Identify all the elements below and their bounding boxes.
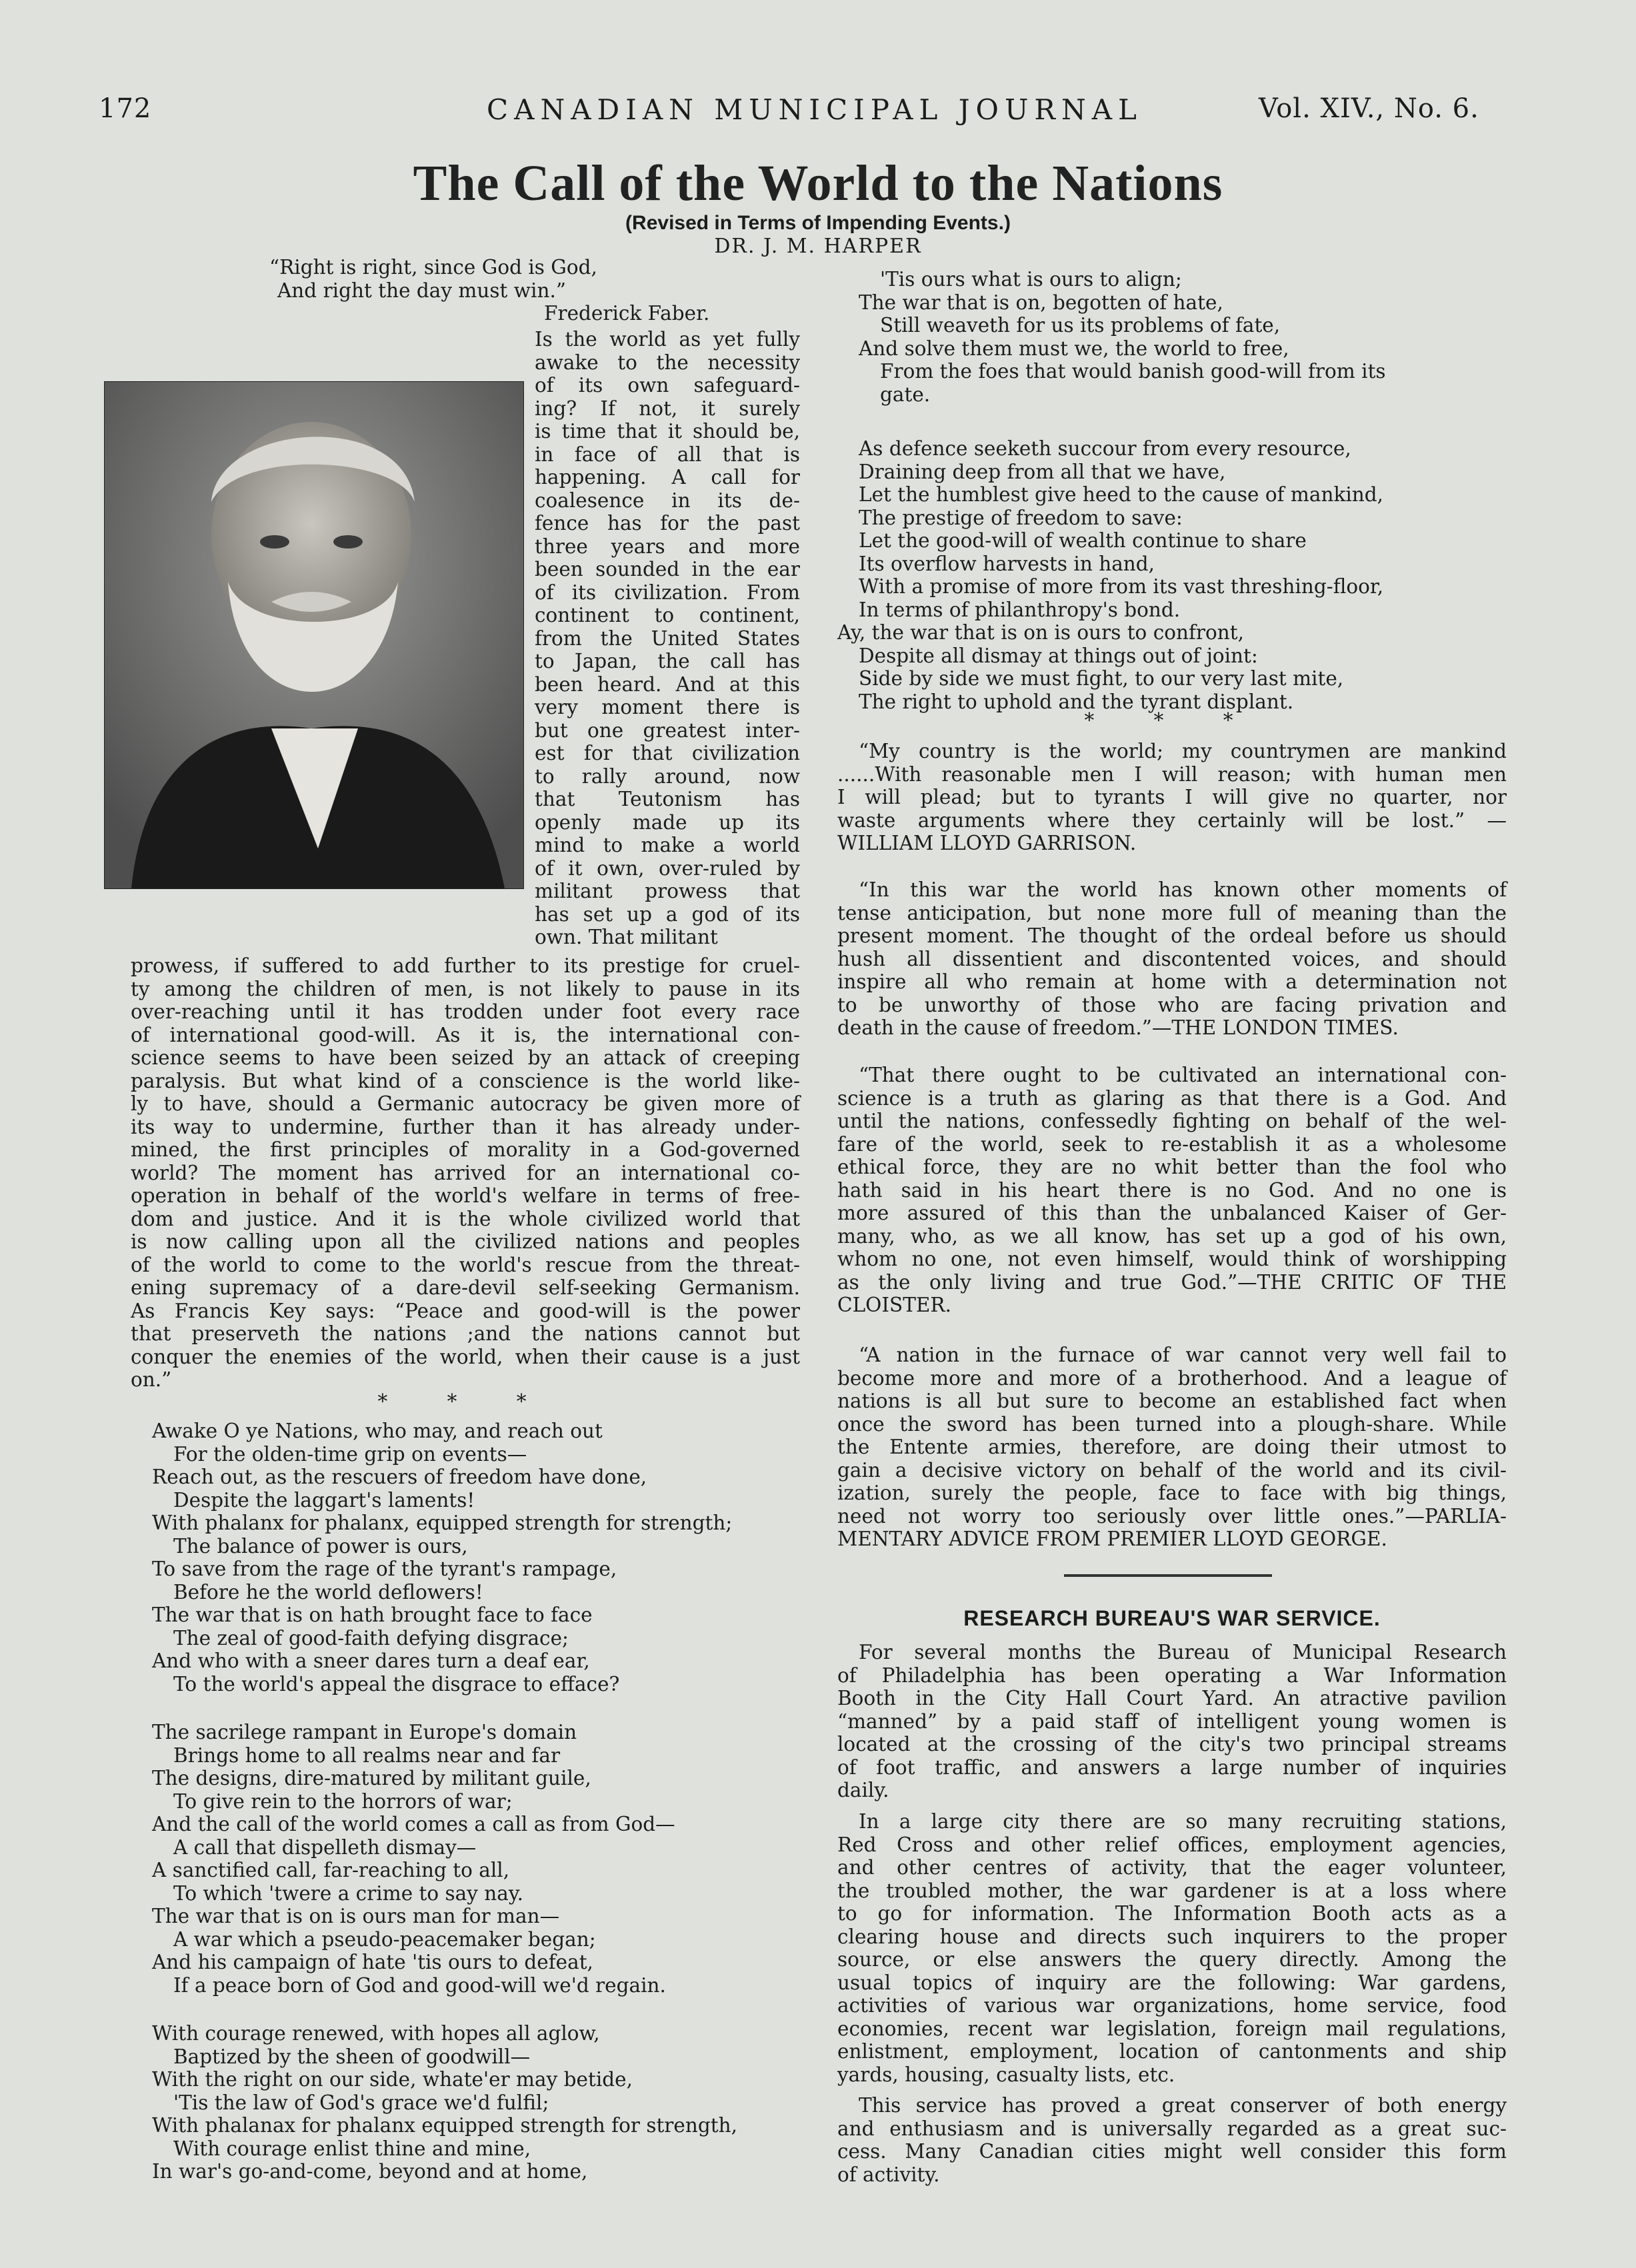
poem-line: The designs, dire-matured by militant guile, (152, 1767, 591, 1789)
article-subtitle: (Revised in Terms of Impending Events.) (625, 212, 1011, 234)
body-line: of international good-will. As it is, the international con- (131, 1023, 800, 1046)
intro-line: been sounded in the ear (535, 558, 800, 580)
quote-line: the Entente armies, therefore, are doing their utmost to (837, 1436, 1507, 1458)
research-line: cess. Many Canadian cities might well consider this form (837, 2140, 1507, 2163)
quote-line: become more and more of a brotherhood. And a league of (837, 1366, 1507, 1390)
quote-line: “That there ought to be cultivated an international con- (859, 1064, 1507, 1086)
poem-line: gate. (880, 383, 931, 406)
poem-line: Ay, the war that is on is ours to confront, (837, 621, 1244, 644)
poem-line: The war that is on hath brought face to face (152, 1604, 593, 1626)
research-line: economies, recent war legislation, foreign mail regulations, (837, 2017, 1507, 2040)
epigraph-line: “Right is right, since God is God, (269, 256, 597, 279)
body-line: As Francis Key says: “Peace and good-will is the power (131, 1299, 800, 1322)
intro-line: est for that civilization (535, 742, 800, 764)
body-line: world? The moment has arrived for an international co- (131, 1161, 800, 1184)
journal-title: CANADIAN MUNICIPAL JOURNAL (487, 93, 1143, 126)
quote-line: “My country is the world; my countrymen are mankind (859, 740, 1507, 762)
research-line: yards, housing, casualty lists, etc. (837, 2063, 1175, 2086)
research-line: to go for information. The Information Booth acts as a (837, 1902, 1507, 1925)
poem-line: And solve them must we, the world to free, (859, 337, 1289, 360)
poem-line: As defence seeketh succour from every resource, (859, 437, 1351, 460)
quote-line: ization, surely the people, face to face with big things, (837, 1482, 1507, 1504)
intro-line: that Teutonism has (535, 788, 800, 810)
research-line: For several months the Bureau of Municipal Research (859, 1641, 1507, 1664)
research-line: In a large city there are so many recruiting stations, (859, 1810, 1507, 1833)
poem-stanza-1 (152, 1420, 732, 1696)
body-line: ening supremacy of a dare-devil self-seeking Germanism. (131, 1276, 800, 1299)
body-line: mined, the first principles of morality in a God-governed (131, 1138, 800, 1161)
quote-line: once the sword has been turned into a plough-share. While (837, 1412, 1507, 1436)
research-line: of foot traffic, and answers a large number of inquiries (837, 1755, 1507, 1779)
body-line: dom and justice. And it is the whole civilized world that (131, 1207, 800, 1230)
body-line: operation in behalf of the world's welfare in terms of free- (131, 1184, 800, 1207)
poem-line: And who with a sneer dares turn a deaf ear, (152, 1650, 590, 1672)
poem-stanza-right-1 (859, 268, 1386, 406)
intro-line: very moment there is (535, 696, 800, 718)
epigraph-line: And right the day must win.” (277, 279, 566, 302)
quote-line: inspire all who remain at home with a determination not (837, 970, 1507, 993)
section-divider-stars-right (837, 709, 1507, 732)
quote-lloyd-george (837, 1344, 1507, 1551)
quote-line: science is a truth as glaring as that there is a God. And (837, 1086, 1507, 1110)
research-paragraph-3 (837, 2094, 1507, 2186)
research-line: source, or else answers the query directly. Among the (837, 1948, 1507, 1971)
research-line: located at the crossing of the city's two principal streams (837, 1733, 1507, 1755)
poem-line: Despite all dismay at things out of joint: (859, 644, 1258, 667)
poem-line: Brings home to all realms near and far (173, 1743, 561, 1767)
intro-line: in face of all that is (535, 443, 800, 466)
intro-line: ing? If not, it surely (535, 397, 800, 420)
quote-line: fare of the world, seek to re-establish it as a wholesome (837, 1132, 1507, 1156)
poem-line: The war that is on is ours man for man— (152, 1905, 560, 1927)
quote-line: to be unworthy of those who are facing privation and (837, 993, 1507, 1016)
poem-line: Its overflow harvests in hand, (859, 552, 1155, 575)
poem-line: Let the good-will of wealth continue to share (859, 529, 1307, 552)
body-line: that preserveth the nations ;and the nations cannot but (131, 1322, 800, 1345)
poem-line: Awake O ye Nations, who may, and reach out (152, 1420, 603, 1442)
section-rule (1064, 1574, 1272, 1577)
poem-stanza-2 (152, 1721, 675, 1997)
body-line: its way to undermine, further than it has already under- (131, 1115, 800, 1138)
poem-line: Before he the world deflowers! (173, 1580, 483, 1604)
body-line: on.” (131, 1368, 172, 1391)
poem-line: To the world's appeal the disgrace to efface? (173, 1672, 620, 1696)
intro-line: happening. A call for (535, 466, 800, 489)
intro-line: own. That militant (535, 926, 718, 948)
intro-line: of it own, over-ruled by (535, 856, 800, 880)
poem-line: The war that is on, begotten of hate, (859, 291, 1223, 314)
research-line: activities of various war organizations, home service, food (837, 1994, 1507, 2017)
poem-stanza-3 (152, 2022, 737, 2183)
quote-critic-cloister (837, 1064, 1507, 1317)
poem-line: Draining deep from all that we have, (859, 460, 1226, 483)
poem-line: The balance of power is ours, (173, 1534, 468, 1558)
quote-line: ethical force, they are no whit better than the fool who (837, 1156, 1507, 1178)
intro-column-text (535, 328, 800, 949)
quote-garrison (837, 740, 1507, 855)
intro-line: but one greatest inter- (535, 718, 800, 742)
quote-line: hath said in his heart there is no God. And no one is (837, 1178, 1507, 1202)
author-portrait (104, 381, 524, 889)
quote-line: as the only living and true God.”—THE CRITIC OF THE (837, 1270, 1507, 1294)
section-divider-stars (131, 1390, 800, 1414)
body-text (131, 954, 800, 1392)
quote-london-times (837, 878, 1507, 1040)
body-line: of the world to come to the world's rescue from the threat- (131, 1253, 800, 1276)
intro-line: has set up a god of its (535, 902, 800, 926)
poem-line: With courage renewed, with hopes all aglow, (152, 2022, 600, 2045)
poem-line: To save from the rage of the tyrant's rampage, (152, 1558, 617, 1580)
quote-line: present moment. The thought of the ordeal before us should (837, 924, 1507, 947)
poem-line: With phalanx for phalanx, equipped strength for strength; (152, 1512, 733, 1534)
poem-line: And his campaign of hate 'tis ours to defeat, (152, 1951, 593, 1973)
volume-number: Vol. XIV., No. 6. (1259, 93, 1479, 124)
body-line: ly to have, should a Germanic autocracy be given more of (131, 1092, 800, 1115)
poem-line: Let the humblest give heed to the cause of mankind, (859, 483, 1384, 506)
portrait-image (105, 382, 523, 888)
poem-line: Reach out, as the rescuers of freedom have done, (152, 1466, 647, 1488)
intro-line: coalesence in its de- (535, 489, 800, 512)
quote-line: more assured of this than the unbalanced Kaiser of Ger- (837, 1202, 1507, 1224)
intro-line: three years and more (535, 535, 800, 558)
poem-line: To give rein to the horrors of war; (173, 1789, 513, 1813)
article-author: DR. J. M. HARPER (714, 235, 922, 258)
poem-line: In war's go-and-come, beyond and at home, (152, 2160, 588, 2183)
article-title: The Call of the World to the Nations (413, 155, 1223, 211)
research-paragraph-2 (837, 1810, 1507, 2086)
quote-line: CLOISTER. (837, 1294, 952, 1316)
poem-stanza-right-2 (837, 437, 1383, 713)
body-line: science seems to have been seized by an attack of creeping (131, 1046, 800, 1069)
quote-line: “In this war the world has known other moments of (859, 878, 1507, 901)
research-line: enlistment, employment, location of cantonments and ship (837, 2040, 1507, 2063)
poem-line: A sanctified call, far-reaching to all, (152, 1859, 510, 1881)
research-line: of Philadelphia has been operating a War Information (837, 1664, 1507, 1687)
poem-line: The zeal of good-faith defying disgrace; (173, 1626, 569, 1650)
poem-line: From the foes that would banish good-will from its (880, 360, 1386, 383)
quote-line: until the nations, confessedly fighting on behalf of the wel- (837, 1110, 1507, 1132)
poem-line: If a peace born of God and good-will we'd regain. (173, 1973, 666, 1997)
intro-line: to Japan, the call has (535, 650, 800, 672)
poem-line: 'Tis ours what is ours to align; (880, 268, 1182, 291)
quote-line: “A nation in the furnace of war cannot very well fail to (859, 1344, 1507, 1366)
body-line: ty among the children of men, is not likely to pause in its (131, 977, 800, 1000)
quote-line: hush all dissentient and discontented voices, and should (837, 947, 1507, 970)
intro-line: been heard. And at this (535, 672, 800, 696)
research-line: and other centres of activity, that the eager volunteer, (837, 1856, 1507, 1879)
research-line: Booth in the City Hall Court Yard. An atractive pavilion (837, 1687, 1507, 1709)
intro-line: mind to make a world (535, 834, 800, 856)
quote-line: I will plead; but to tyrants I will give no quarter, nor (837, 786, 1507, 808)
intro-line: continent to continent, (535, 604, 800, 626)
research-line: of activity. (837, 2163, 940, 2186)
poem-line: The prestige of freedom to save: (859, 506, 1183, 529)
research-line: This service has proved a great conserver of both energy (859, 2094, 1507, 2117)
intro-line: from the United States (535, 626, 800, 650)
poem-line: Side by side we must fight, to our very last mite, (859, 667, 1344, 690)
stars-text: * * * (377, 1390, 553, 1413)
poem-line: Despite the laggart's laments! (173, 1488, 475, 1512)
research-line: daily. (837, 1779, 889, 1801)
research-line: and enthusiasm and is universally regarded as a great suc- (837, 2117, 1507, 2140)
intro-line: fence has for the past (535, 512, 800, 535)
research-line: clearing house and directs such inquirers to the proper (837, 1925, 1507, 1948)
poem-line: In terms of philanthropy's bond. (859, 598, 1181, 621)
quote-line: tense anticipation, but none more full of meaning than the (837, 901, 1507, 924)
page-number: 172 (99, 93, 152, 124)
research-heading: RESEARCH BUREAU'S WAR SERVICE. (963, 1606, 1381, 1630)
intro-line: of its own safeguard- (535, 374, 800, 397)
intro-line: openly made up its (535, 810, 800, 834)
quote-line: WILLIAM LLOYD GARRISON. (837, 832, 1137, 854)
intro-line: Is the world as yet fully (535, 328, 800, 351)
poem-line: And the call of the world comes a call as from God— (152, 1813, 675, 1835)
poem-line: With courage enlist thine and mine, (173, 2137, 531, 2160)
body-line: over-reaching until it has trodden under foot every race (131, 1000, 800, 1023)
poem-line: With the right on our side, whate'er may betide, (152, 2068, 633, 2091)
poem-line: The sacrilege rampant in Europe's domain (152, 1721, 577, 1743)
research-paragraph-1 (837, 1641, 1507, 1802)
poem-line: To which 'twere a crime to say nay. (173, 1881, 524, 1905)
epigraph (269, 256, 709, 325)
poem-line: With phalanax for phalanx equipped strength for strength, (152, 2114, 737, 2137)
body-line: conquer the enemies of the world, when their cause is a just (131, 1345, 800, 1368)
intro-line: to rally around, now (535, 764, 800, 788)
quote-line: waste arguments where they certainly will be lost.” — (837, 808, 1507, 832)
epigraph-attribution: Frederick Faber. (544, 302, 710, 325)
quote-line: nations is all but sure to become an established fact when (837, 1390, 1507, 1412)
poem-line: Still weaveth for us its problems of fate, (880, 314, 1281, 337)
body-line: paralysis. But what kind of a conscience is the world like- (131, 1069, 800, 1092)
body-line: is now calling upon all the civilized nations and peoples (131, 1230, 800, 1253)
poem-line: A war which a pseudo-peacemaker began; (173, 1927, 596, 1951)
research-line: the troubled mother, the war gardener is at a loss where (837, 1879, 1507, 1902)
intro-line: awake to the necessity (535, 351, 800, 374)
quote-line: gain a decisive victory on behalf of the world and its civil- (837, 1458, 1507, 1482)
quote-line: ......With reasonable men I will reason; with human men (837, 762, 1507, 786)
intro-line: of its civilization. From (535, 580, 800, 604)
quote-line: MENTARY ADVICE FROM PREMIER LLOYD GEORGE. (837, 1528, 1387, 1550)
poem-line: 'Tis the law of God's grace we'd fulfil; (173, 2091, 549, 2114)
quote-line: death in the cause of freedom.”—THE LONDON TIMES. (837, 1016, 1399, 1039)
intro-line: militant prowess that (535, 880, 800, 902)
poem-line: Baptized by the sheen of goodwill— (173, 2045, 531, 2068)
research-line: Red Cross and other relief offices, employment agencies, (837, 1833, 1507, 1856)
poem-line: For the olden-time grip on events— (173, 1442, 527, 1466)
research-line: usual topics of inquiry are the following: War gardens, (837, 1971, 1507, 1994)
body-line: prowess, if suffered to add further to its prestige for cruel- (131, 954, 800, 977)
intro-line: is time that it should be, (535, 420, 800, 443)
stars-text: * * * (1084, 709, 1260, 732)
poem-line: With a promise of more from its vast threshing-floor, (859, 575, 1384, 598)
poem-line: A call that dispelleth dismay— (173, 1835, 477, 1859)
quote-line: many, who, as we all know, has set up a god of his own, (837, 1224, 1507, 1248)
quote-line: whom no one, not even himself, would think of worshipping (837, 1248, 1507, 1270)
quote-line: need not worry too seriously over little ones.”—PARLIA- (837, 1504, 1507, 1528)
research-line: “manned” by a paid staff of intelligent young women is (837, 1709, 1507, 1733)
poem-line: The right to uphold and the tyrant displant. (859, 690, 1294, 713)
